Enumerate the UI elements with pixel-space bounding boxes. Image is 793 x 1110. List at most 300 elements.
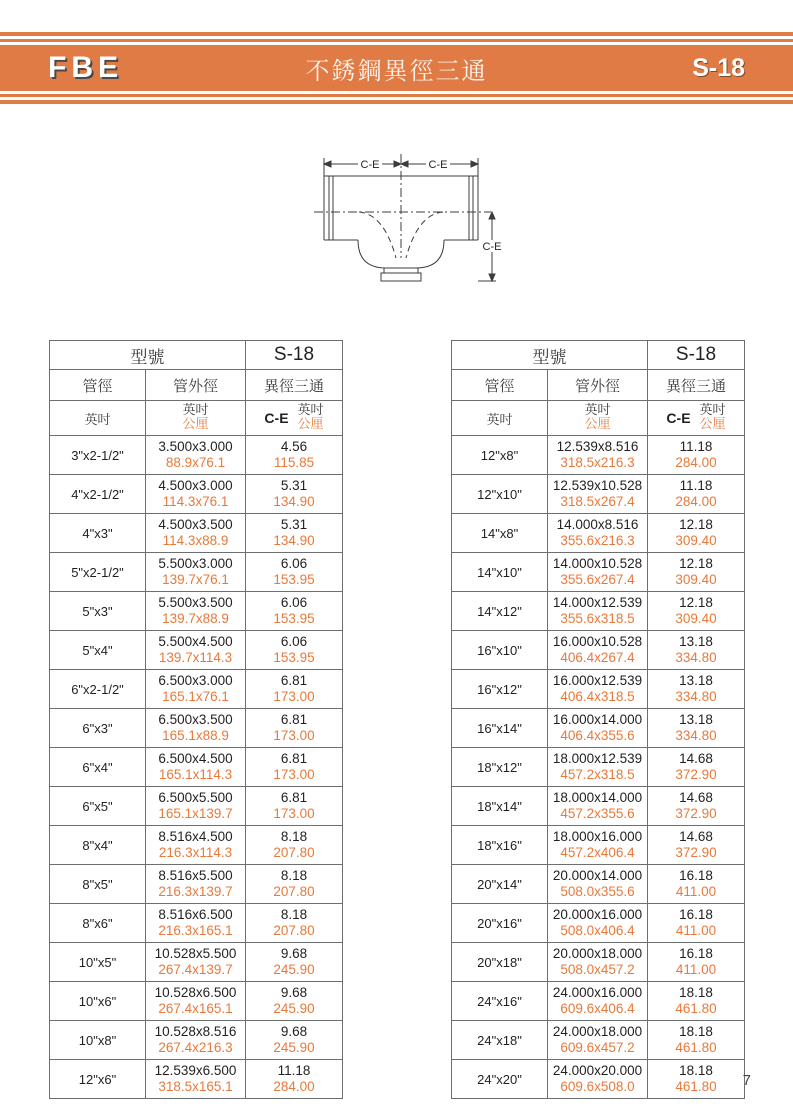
value-ce-mm: 207.80	[273, 845, 315, 860]
cell-pipe-size: 20"x18"	[452, 943, 548, 982]
cell-pipe-size: 6"x2-1/2"	[50, 670, 146, 709]
table-row	[452, 982, 745, 1021]
table-row	[50, 943, 343, 982]
unit-mm-label: 公厘	[584, 417, 611, 432]
header-unit-ce	[648, 401, 745, 436]
cell-center-to-end	[246, 826, 343, 865]
value-od-mm: 406.4x267.4	[560, 650, 635, 665]
value-ce-inch: 4.56	[280, 439, 308, 455]
cell-pipe-size: 16"x14"	[452, 709, 548, 748]
cell-center-to-end	[246, 943, 343, 982]
cell-center-to-end	[246, 436, 343, 475]
table-row	[452, 514, 745, 553]
cell-pipe-size: 16"x12"	[452, 670, 548, 709]
cell-outer-diameter	[548, 709, 648, 748]
cell-outer-diameter	[548, 514, 648, 553]
cell-outer-diameter	[548, 631, 648, 670]
branch-face-ring-1	[384, 268, 418, 273]
value-ce-inch: 18.18	[679, 1024, 713, 1040]
table-row	[50, 1021, 343, 1060]
value-ce-mm: 334.80	[675, 689, 717, 704]
cell-center-to-end	[648, 982, 745, 1021]
cell-pipe-size: 8"x6"	[50, 904, 146, 943]
cell-pipe-size: 3"x2-1/2"	[50, 436, 146, 475]
value-od-mm: 318.5x165.1	[158, 1079, 233, 1094]
banner-stripe-bottom-outer	[0, 100, 793, 104]
cell-center-to-end	[648, 514, 745, 553]
cell-pipe-size: 5"x3"	[50, 592, 146, 631]
value-od-inch: 24.000x18.000	[552, 1024, 643, 1040]
cell-outer-diameter	[146, 826, 246, 865]
cell-outer-diameter	[146, 631, 246, 670]
cell-pipe-size: 12"x6"	[50, 1060, 146, 1099]
cell-outer-diameter	[146, 553, 246, 592]
value-od-mm: 355.6x216.3	[560, 533, 635, 548]
reducing-tee-diagram	[296, 140, 506, 295]
cell-center-to-end	[648, 670, 745, 709]
header-pipe-size: 管徑	[50, 370, 146, 401]
value-ce-inch: 11.18	[679, 478, 713, 494]
table-header-row-units	[452, 401, 745, 436]
value-ce-mm: 309.40	[675, 533, 717, 548]
value-ce-mm: 173.00	[273, 767, 315, 782]
cell-pipe-size: 8"x5"	[50, 865, 146, 904]
header-outer-diameter: 管外徑	[548, 370, 648, 401]
value-od-inch: 10.528x5.500	[154, 946, 237, 962]
cell-pipe-size: 4"x2-1/2"	[50, 475, 146, 514]
table-row	[452, 670, 745, 709]
arrow-right-out	[471, 161, 478, 167]
arrow-branch-bottom	[489, 274, 495, 281]
value-od-mm: 267.4x165.1	[158, 1001, 233, 1016]
cell-pipe-size: 18"x16"	[452, 826, 548, 865]
table-row	[452, 787, 745, 826]
cell-outer-diameter	[146, 748, 246, 787]
table-row	[50, 475, 343, 514]
unit-inch-label: 英吋	[182, 403, 209, 419]
value-ce-inch: 13.18	[679, 634, 713, 650]
table-row	[452, 748, 745, 787]
cell-outer-diameter	[548, 1021, 648, 1060]
value-od-inch: 5.500x3.000	[158, 556, 233, 572]
cell-pipe-size: 10"x8"	[50, 1021, 146, 1060]
value-ce-inch: 12.18	[679, 517, 713, 533]
cell-center-to-end	[648, 865, 745, 904]
cell-center-to-end	[246, 865, 343, 904]
cell-center-to-end	[246, 514, 343, 553]
dim-label-right-run: C-E	[428, 159, 448, 171]
branch-face-ring-2	[381, 273, 421, 281]
value-ce-mm: 134.90	[273, 533, 315, 548]
table-row	[50, 631, 343, 670]
cell-pipe-size: 4"x3"	[50, 514, 146, 553]
value-od-inch: 20.000x14.000	[552, 868, 643, 884]
value-od-mm: 318.5x216.3	[560, 455, 635, 470]
value-ce-mm: 309.40	[675, 611, 717, 626]
cell-center-to-end	[648, 709, 745, 748]
value-ce-mm: 461.80	[675, 1079, 717, 1094]
value-od-inch: 16.000x12.539	[552, 673, 643, 689]
cell-outer-diameter	[146, 514, 246, 553]
cell-pipe-size: 24"x18"	[452, 1021, 548, 1060]
value-ce-inch: 9.68	[280, 946, 308, 962]
banner-stripe-top-inner	[0, 39, 793, 42]
cell-center-to-end	[246, 553, 343, 592]
cell-outer-diameter	[146, 592, 246, 631]
unit-mm-label: 公厘	[182, 417, 209, 432]
cell-center-to-end	[648, 592, 745, 631]
cell-center-to-end	[648, 943, 745, 982]
cell-center-to-end	[246, 631, 343, 670]
table-row	[452, 865, 745, 904]
value-od-mm: 114.3x88.9	[162, 533, 229, 548]
reducing-tee-drawing	[296, 140, 506, 295]
dim-label-left-run: C-E	[360, 159, 380, 171]
value-ce-inch: 9.68	[280, 985, 308, 1001]
arrow-left-out	[324, 161, 331, 167]
table-row	[452, 475, 745, 514]
cell-center-to-end	[246, 904, 343, 943]
value-od-inch: 18.000x16.000	[552, 829, 643, 845]
header-outer-diameter: 管外徑	[146, 370, 246, 401]
table-header-row-category	[50, 370, 343, 401]
value-ce-mm: 372.90	[675, 767, 717, 782]
cell-center-to-end	[648, 787, 745, 826]
value-od-mm: 139.7x76.1	[162, 572, 229, 587]
table-row	[50, 787, 343, 826]
value-od-mm: 267.4x139.7	[158, 962, 233, 977]
value-ce-inch: 16.18	[679, 946, 713, 962]
unit-mm-label: 公厘	[297, 417, 324, 432]
header-pipe-size: 管徑	[452, 370, 548, 401]
cell-center-to-end	[648, 475, 745, 514]
header-reducing-tee: 異徑三通	[246, 370, 343, 401]
cell-pipe-size: 16"x10"	[452, 631, 548, 670]
value-od-inch: 8.516x5.500	[158, 868, 233, 884]
cell-center-to-end	[246, 982, 343, 1021]
cell-outer-diameter	[548, 826, 648, 865]
value-od-inch: 24.000x16.000	[552, 985, 643, 1001]
value-ce-inch: 14.68	[679, 751, 713, 767]
value-ce-mm: 284.00	[675, 494, 717, 509]
value-od-inch: 12.539x10.528	[552, 478, 643, 494]
value-od-mm: 165.1x88.9	[162, 728, 229, 743]
cell-outer-diameter	[548, 982, 648, 1021]
cell-center-to-end	[246, 1060, 343, 1099]
value-ce-inch: 16.18	[679, 907, 713, 923]
cell-outer-diameter	[146, 1021, 246, 1060]
cell-pipe-size: 12"x10"	[452, 475, 548, 514]
cell-center-to-end	[246, 748, 343, 787]
cell-outer-diameter	[548, 436, 648, 475]
value-od-mm: 508.0x457.2	[560, 962, 635, 977]
value-od-inch: 14.000x12.539	[552, 595, 643, 611]
cell-outer-diameter	[146, 982, 246, 1021]
value-ce-inch: 6.81	[280, 712, 308, 728]
table-header-row-units	[50, 401, 343, 436]
value-ce-mm: 372.90	[675, 806, 717, 821]
value-od-inch: 8.516x6.500	[158, 907, 233, 923]
cell-pipe-size: 20"x14"	[452, 865, 548, 904]
cell-center-to-end	[246, 787, 343, 826]
cell-center-to-end	[648, 631, 745, 670]
value-ce-mm: 207.80	[273, 923, 315, 938]
value-ce-mm: 245.90	[273, 1001, 315, 1016]
header-model-code: S-18	[246, 341, 343, 370]
value-ce-mm: 309.40	[675, 572, 717, 587]
header-unit-size: 英吋	[50, 401, 146, 436]
value-ce-mm: 461.80	[675, 1040, 717, 1055]
cell-pipe-size: 8"x4"	[50, 826, 146, 865]
cell-outer-diameter	[146, 1060, 246, 1099]
banner-stripe-bottom-inner	[0, 94, 793, 97]
cell-outer-diameter	[146, 787, 246, 826]
cell-pipe-size: 24"x16"	[452, 982, 548, 1021]
hidden-contour-left	[359, 212, 396, 258]
value-ce-mm: 207.80	[273, 884, 315, 899]
cell-outer-diameter	[146, 943, 246, 982]
fillet-right	[416, 240, 444, 268]
value-od-inch: 5.500x4.500	[158, 634, 233, 650]
table-row	[50, 553, 343, 592]
value-ce-inch: 5.31	[280, 478, 308, 494]
value-ce-inch: 14.68	[679, 790, 713, 806]
spec-table-left-body	[50, 436, 343, 1099]
value-od-mm: 609.6x457.2	[560, 1040, 635, 1055]
value-ce-mm: 461.80	[675, 1001, 717, 1016]
value-od-inch: 4.500x3.000	[158, 478, 233, 494]
unit-inch-label: 英吋	[699, 403, 726, 419]
value-ce-mm: 153.95	[273, 572, 315, 587]
value-ce-mm: 284.00	[273, 1079, 315, 1094]
dim-label-branch: C-E	[482, 241, 502, 253]
value-od-inch: 14.000x10.528	[552, 556, 643, 572]
table-row	[50, 904, 343, 943]
value-ce-mm: 334.80	[675, 650, 717, 665]
value-ce-inch: 14.68	[679, 829, 713, 845]
cell-outer-diameter	[146, 709, 246, 748]
cell-pipe-size: 10"x5"	[50, 943, 146, 982]
value-ce-mm: 173.00	[273, 806, 315, 821]
cell-pipe-size: 14"x8"	[452, 514, 548, 553]
banner-content	[0, 45, 793, 91]
table-header-row-model	[50, 341, 343, 370]
value-ce-inch: 9.68	[280, 1024, 308, 1040]
header-model-label: 型號	[50, 341, 246, 370]
value-od-inch: 20.000x18.000	[552, 946, 643, 962]
hidden-contour-right	[406, 212, 443, 258]
value-ce-inch: 6.06	[280, 556, 308, 572]
cell-pipe-size: 6"x4"	[50, 748, 146, 787]
cell-center-to-end	[246, 592, 343, 631]
value-ce-mm: 245.90	[273, 962, 315, 977]
cell-center-to-end	[246, 475, 343, 514]
cell-outer-diameter	[548, 904, 648, 943]
cell-pipe-size: 20"x16"	[452, 904, 548, 943]
value-ce-inch: 5.31	[280, 517, 308, 533]
value-ce-mm: 411.00	[675, 923, 717, 938]
value-od-inch: 10.528x6.500	[154, 985, 237, 1001]
value-ce-inch: 6.06	[280, 634, 308, 650]
cell-outer-diameter	[146, 670, 246, 709]
value-od-mm: 216.3x139.7	[158, 884, 233, 899]
cell-pipe-size: 14"x12"	[452, 592, 548, 631]
cell-pipe-size: 5"x4"	[50, 631, 146, 670]
cell-pipe-size: 10"x6"	[50, 982, 146, 1021]
value-od-inch: 14.000x8.516	[556, 517, 639, 533]
value-od-inch: 6.500x4.500	[158, 751, 233, 767]
table-row	[452, 943, 745, 982]
table-row	[50, 670, 343, 709]
value-od-inch: 4.500x3.500	[158, 517, 233, 533]
value-od-inch: 8.516x4.500	[158, 829, 233, 845]
value-od-mm: 318.5x267.4	[560, 494, 635, 509]
value-od-mm: 216.3x165.1	[158, 923, 233, 938]
value-ce-inch: 13.18	[679, 712, 713, 728]
cell-outer-diameter	[548, 748, 648, 787]
table-row	[50, 592, 343, 631]
page-number: 7	[742, 1072, 751, 1089]
value-od-inch: 6.500x3.500	[158, 712, 233, 728]
value-od-inch: 10.528x8.516	[154, 1024, 237, 1040]
cell-outer-diameter	[146, 475, 246, 514]
value-od-mm: 267.4x216.3	[158, 1040, 233, 1055]
value-od-inch: 18.000x14.000	[552, 790, 643, 806]
header-model-label: 型號	[452, 341, 648, 370]
header-reducing-tee: 異徑三通	[648, 370, 745, 401]
header-unit-od	[548, 401, 648, 436]
cell-outer-diameter	[548, 865, 648, 904]
value-od-mm: 609.6x406.4	[560, 1001, 635, 1016]
value-od-mm: 165.1x76.1	[162, 689, 229, 704]
value-ce-mm: 334.80	[675, 728, 717, 743]
table-row	[452, 592, 745, 631]
value-od-mm: 406.4x355.6	[560, 728, 635, 743]
cell-outer-diameter	[548, 475, 648, 514]
cell-pipe-size: 18"x12"	[452, 748, 548, 787]
ce-dimension-label: C-E	[264, 410, 289, 426]
cell-pipe-size: 18"x14"	[452, 787, 548, 826]
value-od-inch: 5.500x3.500	[158, 595, 233, 611]
unit-inch-label: 英吋	[297, 403, 324, 419]
header-unit-od	[146, 401, 246, 436]
header-unit-size: 英吋	[452, 401, 548, 436]
cell-pipe-size: 6"x5"	[50, 787, 146, 826]
value-od-inch: 16.000x10.528	[552, 634, 643, 650]
value-ce-inch: 18.18	[679, 1063, 713, 1079]
value-od-mm: 457.2x355.6	[560, 806, 635, 821]
table-row	[452, 631, 745, 670]
value-ce-mm: 173.00	[273, 728, 315, 743]
value-od-inch: 18.000x12.539	[552, 751, 643, 767]
cell-pipe-size: 5"x2-1/2"	[50, 553, 146, 592]
cell-center-to-end	[246, 670, 343, 709]
cell-center-to-end	[648, 904, 745, 943]
table-header-row-model	[452, 341, 745, 370]
value-od-inch: 24.000x20.000	[552, 1063, 643, 1079]
cell-outer-diameter	[548, 592, 648, 631]
value-od-mm: 457.2x318.5	[560, 767, 635, 782]
table-row	[452, 709, 745, 748]
page-title: 不銹鋼異徑三通	[305, 56, 488, 85]
model-code-badge: S-18	[692, 53, 745, 82]
cell-center-to-end	[246, 1021, 343, 1060]
unit-mm-label: 公厘	[699, 417, 726, 432]
value-od-mm: 165.1x139.7	[158, 806, 233, 821]
cell-outer-diameter	[548, 1060, 648, 1099]
value-ce-mm: 134.90	[273, 494, 315, 509]
cell-center-to-end	[648, 1021, 745, 1060]
fillet-left	[358, 240, 386, 268]
value-od-inch: 12.539x8.516	[556, 439, 639, 455]
value-ce-mm: 372.90	[675, 845, 717, 860]
value-ce-inch: 6.06	[280, 595, 308, 611]
cell-center-to-end	[648, 826, 745, 865]
value-od-inch: 16.000x14.000	[552, 712, 643, 728]
spec-table-left	[49, 340, 343, 1099]
value-od-inch: 12.539x6.500	[154, 1063, 237, 1079]
value-ce-mm: 245.90	[273, 1040, 315, 1055]
value-od-inch: 3.500x3.000	[158, 439, 233, 455]
cell-center-to-end	[648, 1060, 745, 1099]
cell-center-to-end	[648, 553, 745, 592]
cell-outer-diameter	[548, 553, 648, 592]
value-od-mm: 139.7x88.9	[162, 611, 229, 626]
value-od-mm: 114.3x76.1	[162, 494, 229, 509]
cell-outer-diameter	[548, 670, 648, 709]
table-row	[50, 826, 343, 865]
cell-outer-diameter	[146, 436, 246, 475]
table-header-row-category	[452, 370, 745, 401]
cell-center-to-end	[246, 709, 343, 748]
table-row	[50, 748, 343, 787]
spec-table-right	[451, 340, 745, 1099]
value-ce-inch: 12.18	[679, 595, 713, 611]
value-ce-inch: 11.18	[277, 1063, 311, 1079]
value-od-mm: 609.6x508.0	[560, 1079, 635, 1094]
value-ce-inch: 8.18	[280, 868, 308, 884]
cell-pipe-size: 14"x10"	[452, 553, 548, 592]
header-model-code: S-18	[648, 341, 745, 370]
spec-table-right-body	[452, 436, 745, 1099]
arrow-right-in	[401, 161, 408, 167]
value-ce-mm: 284.00	[675, 455, 717, 470]
table-row	[50, 982, 343, 1021]
banner-stripe-top-outer	[0, 32, 793, 36]
table-row	[452, 553, 745, 592]
cell-pipe-size: 12"x8"	[452, 436, 548, 475]
value-ce-inch: 8.18	[280, 829, 308, 845]
table-row	[50, 709, 343, 748]
arrow-branch-top	[489, 212, 495, 219]
value-ce-inch: 6.81	[280, 790, 308, 806]
table-row	[452, 1060, 745, 1099]
value-ce-mm: 173.00	[273, 689, 315, 704]
value-od-inch: 20.000x16.000	[552, 907, 643, 923]
value-ce-inch: 6.81	[280, 751, 308, 767]
cell-center-to-end	[648, 436, 745, 475]
cell-outer-diameter	[146, 904, 246, 943]
value-ce-inch: 11.18	[679, 439, 713, 455]
cell-outer-diameter	[548, 943, 648, 982]
brand-logo: FBE	[48, 51, 123, 84]
table-row	[50, 514, 343, 553]
table-row	[452, 826, 745, 865]
value-od-mm: 508.0x355.6	[560, 884, 635, 899]
value-ce-inch: 13.18	[679, 673, 713, 689]
value-ce-inch: 6.81	[280, 673, 308, 689]
value-ce-mm: 153.95	[273, 611, 315, 626]
